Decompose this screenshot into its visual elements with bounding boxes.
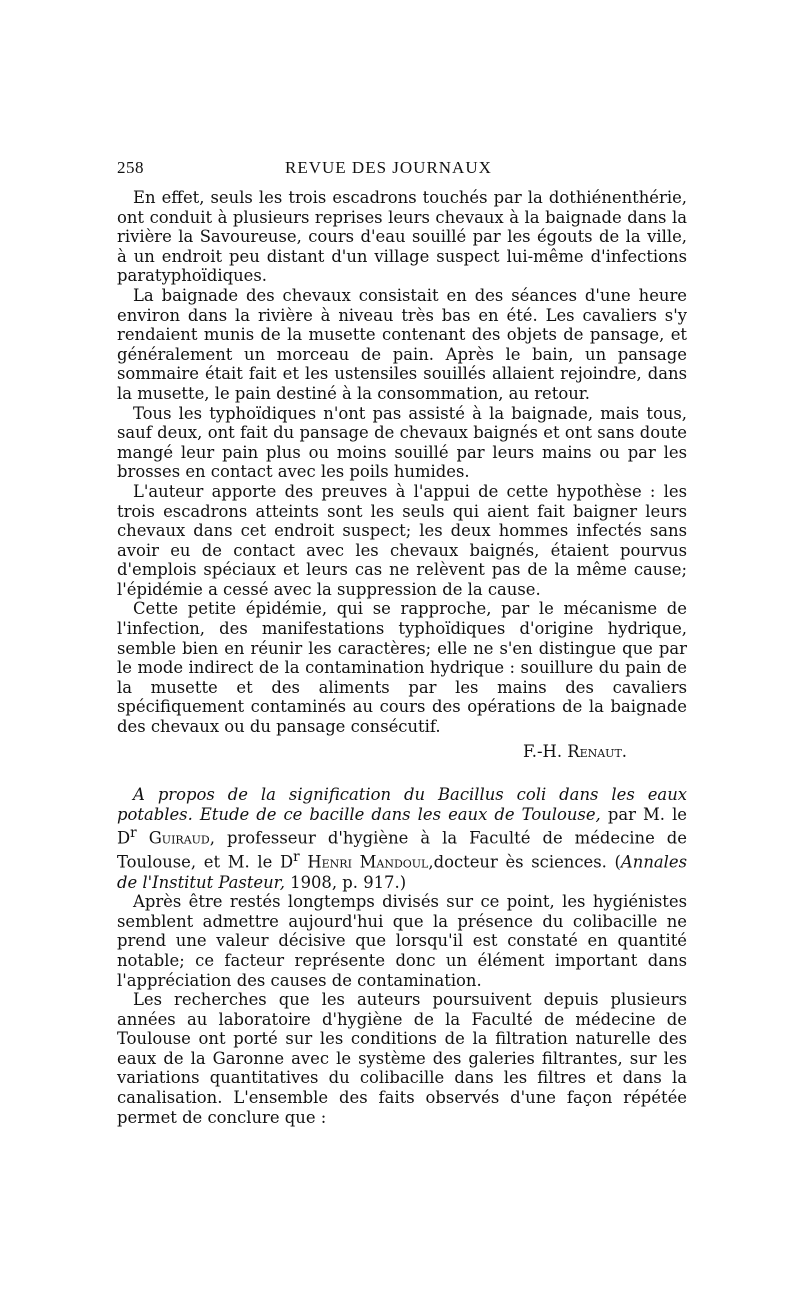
- journal-name: Annales de l'Institut Pasteur,: [117, 852, 687, 892]
- signature-name: Renaut.: [567, 741, 627, 761]
- paragraph: Les recherches que les auteurs poursuivent depuis plusieurs années au laboratoire d'hygiène de la Faculté de médecine de Toulouse ont porté sur les conditions de la filtration naturelle des eaux de la Garonne avec le système des galeries filtrantes, sur les variations quantitatives du colibacille dans les filtres et dans la canalisation. L'ensemble des faits observés d'une façon répétée permet de conclure que :: [117, 990, 687, 1127]
- paragraph: En effet, seuls les trois escadrons touchés par la dothiénenthérie, ont conduit à plusieurs reprises leurs chevaux à la baignade dans la rivière la Savoureuse, cours d'eau souillé par les égouts de la ville, à un endroit peu distant d'un village suspect lui-même d'infections paratyphoïdiques.: [117, 188, 687, 286]
- article-reference: [117, 785, 687, 892]
- article-title: A propos de la signification du Bacillus coli dans les eaux potables. Etude de ce bacille dans les eaux de Toulouse,: [117, 785, 687, 824]
- paragraph: La baignade des chevaux consistait en des séances d'une heure environ dans la rivière à niveau très bas en été. Les cavaliers s'y rendaient munis de la musette contenant des objets de pansage, et généralement un morceau de pain. Après le bain, un pansage sommaire était fait et les ustensiles souillés allaient rejoindre, dans la musette, le pain destiné à la consommation, au retour.: [117, 285, 687, 403]
- author-name: Guiraud,: [136, 828, 215, 848]
- running-header: [117, 150, 687, 180]
- signature-initials: F.-H.: [522, 741, 568, 761]
- author-role: professeur d'hygiène à la Faculté de médecine de Toulouse, et M. le D: [117, 828, 687, 872]
- body-text: [117, 188, 687, 1127]
- section-gap: [117, 761, 687, 785]
- superscript: r: [130, 825, 137, 842]
- paragraph: Après être restés longtemps divisés sur ce point, les hygiénistes semblent admettre aujourd'hui que la présence du colibacille ne prend une valeur décisive que lorsqu'il est constaté en quantité notable; ce facteur représente donc un élément important dans l'appréciation des causes de contamination.: [117, 892, 687, 990]
- author-signature: [117, 742, 627, 762]
- author-name: Henri Mandoul,: [299, 852, 434, 872]
- citation: 1908, p. 917.): [284, 872, 407, 892]
- paragraph: L'auteur apporte des preuves à l'appui de cette hypothèse : les trois escadrons atteints sont les seuls qui aient fait baigner leurs chevaux dans cet endroit suspect; les deux hommes infectés sans avoir eu de contact avec les chevaux baignés, étaient pourvus d'emplois spéciaux et leurs cas ne relèvent pas de la même cause; l'épidémie a cessé avec la suppression de la cause.: [117, 481, 687, 599]
- paragraph: Cette petite épidémie, qui se rapproche, par le mécanisme de l'infection, des manifestations typhoïdiques d'origine hydrique, semble bien en réunir les caractères; elle ne s'en distingue que par le mode indirect de la contamination hydrique : souillure du pain de la musette et des aliments par les mains des cavaliers spécifiquement contaminés au cours des opérations de la baignade des chevaux ou du pansage consécutif.: [117, 599, 687, 737]
- running-title: REVUE DES JOURNAUX: [285, 158, 492, 177]
- author-role: docteur ès sciences. (: [433, 852, 621, 872]
- by-text: par M. le D: [117, 804, 688, 848]
- paragraph: Tous les typhoïdiques n'ont pas assisté à la baignade, mais tous, sauf deux, ont fait du pansage de chevaux baignés et ont sans doute mangé leur pain plus ou moins souillé par leurs mains ou par les brosses en contact avec les poils humides.: [117, 403, 687, 482]
- page-number: 258: [117, 158, 144, 177]
- superscript: r: [293, 849, 300, 866]
